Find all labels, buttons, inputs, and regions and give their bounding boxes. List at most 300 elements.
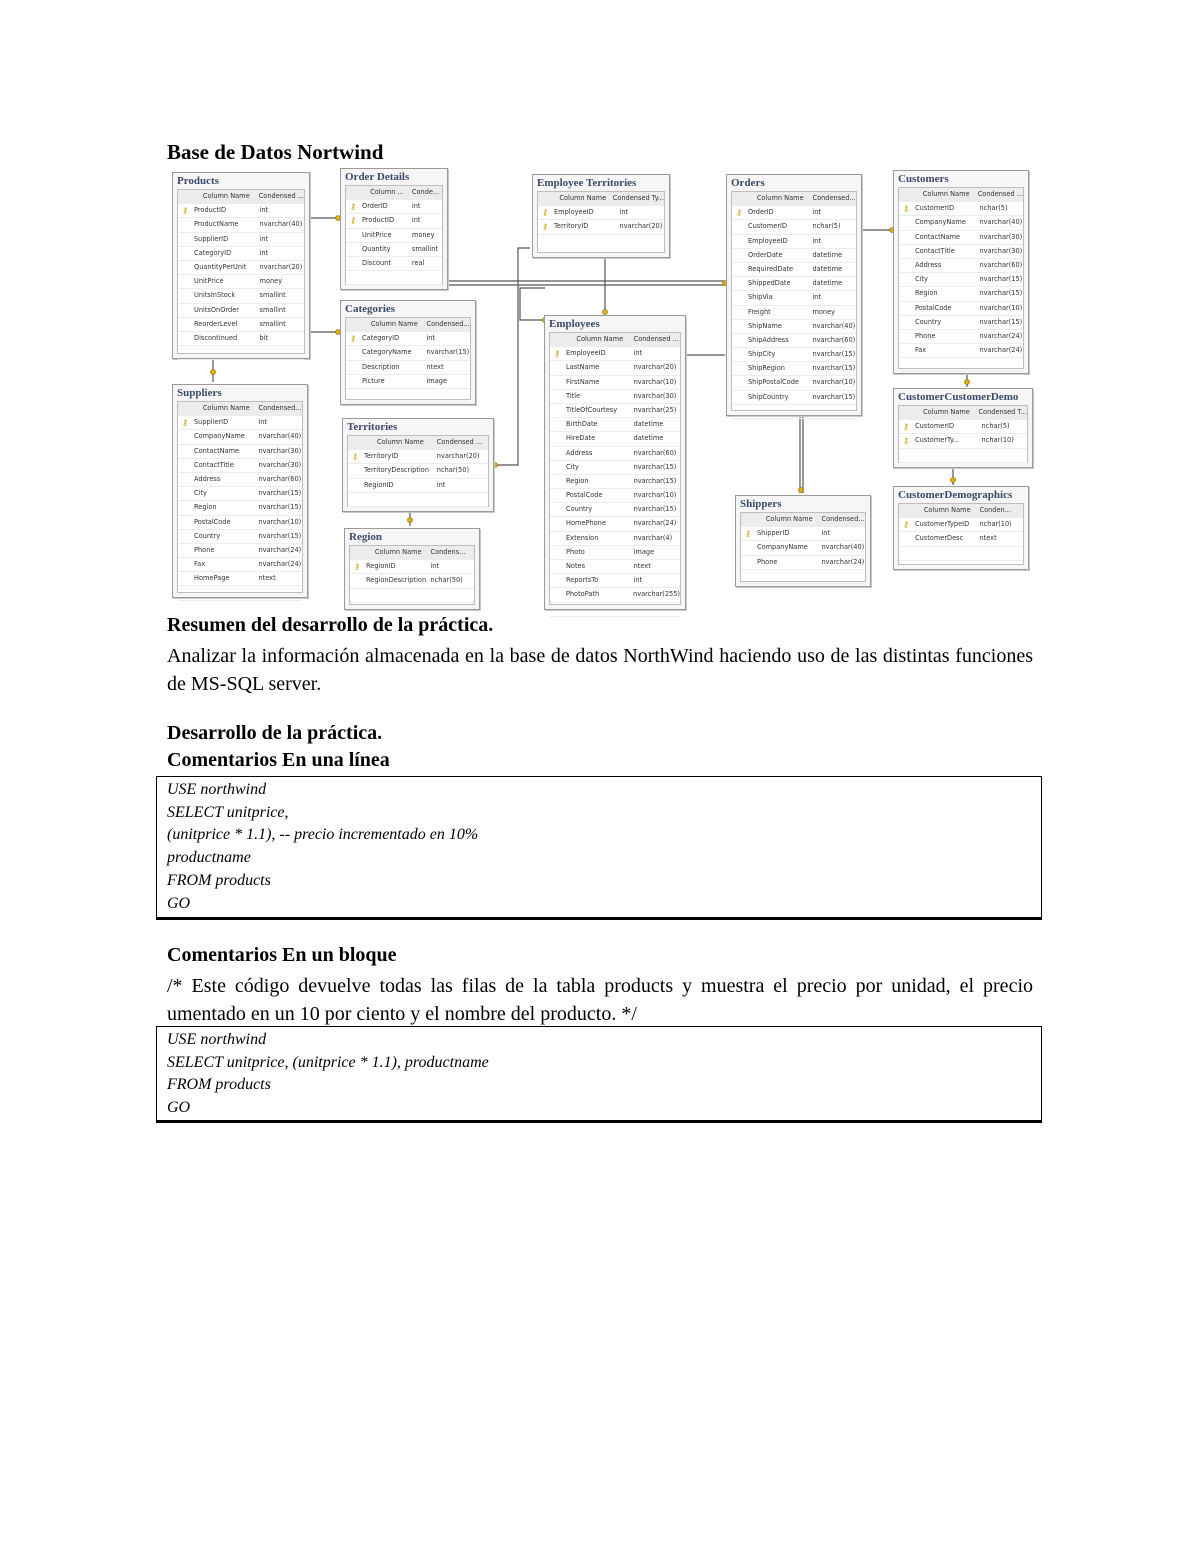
row-selector	[550, 475, 564, 488]
table-row[interactable]	[899, 547, 1023, 561]
table-row[interactable]	[550, 546, 680, 560]
column-grid	[177, 401, 303, 593]
table-row[interactable]	[550, 517, 680, 531]
table-row[interactable]	[346, 361, 470, 375]
table-row[interactable]	[346, 389, 470, 403]
row-selector	[899, 259, 913, 272]
row-selector	[732, 220, 746, 233]
column-type: int	[633, 349, 643, 358]
column-name: TitleOfCourtesy	[566, 405, 618, 414]
column-type-header: Condensed ...	[436, 438, 483, 446]
column-name	[913, 547, 979, 560]
column-name: SupplierID	[194, 234, 229, 243]
table-title: Categories	[345, 303, 396, 315]
table-row[interactable]	[899, 216, 1023, 230]
table-row[interactable]	[899, 532, 1023, 546]
column-name-header: Column Name	[923, 408, 970, 416]
table-row[interactable]	[346, 332, 470, 346]
column-name: ShipAddress	[748, 335, 789, 344]
table-row[interactable]	[550, 461, 680, 475]
row-selector	[899, 245, 913, 258]
table-title: Region	[349, 531, 382, 543]
table-row[interactable]	[550, 390, 680, 404]
column-grid	[898, 187, 1024, 369]
table-row[interactable]	[741, 570, 865, 584]
row-selector	[741, 541, 755, 554]
column-type: smallint	[259, 305, 286, 314]
column-name: ShipCountry	[748, 392, 789, 401]
column-name: Freight	[748, 307, 771, 316]
column-type	[260, 346, 304, 359]
table-row[interactable]	[348, 479, 488, 493]
column-type	[634, 603, 680, 616]
column-grid	[898, 405, 1028, 463]
primary-key-icon: ⚷	[542, 208, 548, 218]
row-selector	[741, 556, 755, 569]
row-selector	[178, 544, 192, 557]
table-row[interactable]	[899, 202, 1023, 216]
row-selector	[348, 479, 362, 492]
table-row[interactable]	[178, 304, 304, 318]
column-type: nvarchar(15)	[979, 289, 1023, 298]
table-row[interactable]	[348, 450, 488, 464]
database-diagram	[160, 160, 1040, 615]
table-row[interactable]	[178, 275, 304, 289]
column-type: int	[436, 480, 446, 489]
table-row[interactable]	[178, 473, 302, 487]
page-title: Base de Datos Nortwind	[167, 140, 384, 164]
column-name	[913, 358, 979, 371]
column-header-row	[348, 436, 488, 450]
column-type: datetime	[812, 264, 843, 273]
table-row[interactable]	[899, 344, 1023, 358]
column-name: LastName	[566, 363, 600, 372]
row-selector	[178, 304, 192, 317]
column-name: Extension	[566, 533, 599, 542]
column-name	[360, 389, 426, 402]
table-row[interactable]	[899, 420, 1027, 434]
column-name: CustomerTypeID	[915, 520, 970, 529]
row-selector	[899, 344, 913, 357]
column-name: City	[194, 489, 207, 498]
column-type	[426, 389, 470, 402]
table-row[interactable]	[178, 544, 302, 558]
column-type: datetime	[812, 250, 843, 259]
column-type: int	[633, 576, 643, 585]
column-type: nvarchar(20)	[259, 262, 303, 271]
table-row[interactable]	[732, 220, 856, 234]
column-type: nvarchar(10)	[633, 491, 677, 500]
table-row[interactable]	[550, 489, 680, 503]
table-employee-territories[interactable]	[532, 174, 670, 258]
row-selector	[899, 216, 913, 229]
table-row[interactable]	[899, 358, 1023, 372]
row-selector	[732, 348, 746, 361]
table-title: Order Details	[345, 171, 410, 183]
table-row[interactable]	[732, 405, 856, 419]
table-row[interactable]	[178, 218, 304, 232]
column-type: int	[821, 529, 831, 538]
key-column-header	[741, 513, 755, 526]
column-name	[913, 449, 982, 462]
column-name	[192, 346, 260, 359]
column-name-header: Column ...	[370, 188, 404, 196]
column-name: ShipVia	[748, 293, 773, 302]
column-type: nvarchar(40)	[821, 543, 865, 552]
column-type-header: Condensed ...	[633, 335, 679, 343]
column-type-header: Condensed...	[812, 194, 856, 202]
table-row[interactable]	[346, 271, 442, 285]
column-name: Title	[566, 391, 581, 400]
table-row[interactable]	[732, 334, 856, 348]
column-grid	[537, 191, 665, 253]
column-type: nvarchar(15)	[633, 462, 677, 471]
table-row[interactable]	[550, 574, 680, 588]
column-name: ShipRegion	[748, 364, 785, 373]
table-row[interactable]	[178, 233, 304, 247]
table-row[interactable]	[732, 291, 856, 305]
column-name: EmployeeID	[566, 349, 606, 358]
column-type: int	[426, 334, 436, 343]
table-row[interactable]	[178, 416, 302, 430]
table-row[interactable]	[899, 287, 1023, 301]
row-selector	[178, 261, 192, 274]
column-type: nvarchar(15)	[258, 531, 302, 540]
column-type: nvarchar(24)	[979, 346, 1023, 355]
column-type: nchar(5)	[981, 422, 1010, 431]
column-name: ProductID	[194, 206, 227, 215]
column-name: FirstName	[566, 377, 600, 386]
column-type	[412, 271, 442, 284]
row-selector	[550, 489, 564, 502]
table-row[interactable]	[741, 541, 865, 555]
table-row[interactable]	[550, 432, 680, 446]
row-selector	[732, 291, 746, 304]
column-type: nvarchar(60)	[979, 260, 1023, 269]
table-row[interactable]	[732, 391, 856, 405]
column-type: int	[812, 208, 822, 217]
column-name: CustomerTy...	[915, 436, 960, 445]
table-row[interactable]	[178, 346, 304, 360]
column-grid	[345, 317, 471, 400]
table-row[interactable]	[899, 518, 1023, 532]
column-type: nvarchar(15)	[812, 364, 856, 373]
table-row[interactable]	[178, 586, 302, 600]
table-row[interactable]	[178, 516, 302, 530]
column-header-row	[732, 192, 856, 206]
table-row[interactable]	[178, 332, 304, 346]
table-row[interactable]	[550, 503, 680, 517]
column-name: ContactTitle	[915, 246, 955, 255]
column-name: ContactName	[194, 446, 240, 455]
row-selector	[178, 430, 192, 443]
column-type: nvarchar(15)	[633, 505, 677, 514]
row-selector	[550, 546, 564, 559]
row-selector	[346, 257, 360, 270]
row-selector	[732, 306, 746, 319]
table-row[interactable]	[550, 404, 680, 418]
table-row[interactable]	[732, 376, 856, 390]
column-type: nvarchar(40)	[812, 321, 856, 330]
row-selector	[550, 560, 564, 573]
primary-key-icon: ⚷	[736, 208, 742, 218]
row-selector	[550, 390, 564, 403]
column-name: QuantityPerUnit	[194, 262, 247, 271]
key-column-header	[899, 188, 913, 201]
column-grid	[345, 185, 443, 285]
table-customercustomerdemo[interactable]	[893, 388, 1033, 468]
column-name: CompanyName	[757, 543, 808, 552]
table-row[interactable]	[346, 214, 442, 228]
table-row[interactable]	[899, 302, 1023, 316]
table-row[interactable]	[732, 348, 856, 362]
key-column-header	[732, 192, 746, 205]
column-grid	[740, 512, 866, 582]
table-row[interactable]	[732, 362, 856, 376]
table-orders[interactable]	[726, 174, 862, 416]
primary-key-icon: ⚷	[350, 202, 356, 212]
table-row[interactable]	[346, 229, 442, 243]
column-name: Fax	[915, 346, 927, 355]
column-name: CustomerID	[915, 204, 955, 213]
row-selector	[550, 376, 564, 389]
table-employees[interactable]	[544, 315, 686, 610]
row-selector	[178, 218, 192, 231]
table-title: Orders	[731, 177, 765, 189]
table-row[interactable]	[899, 231, 1023, 245]
table-row[interactable]	[550, 475, 680, 489]
table-row[interactable]	[178, 530, 302, 544]
column-name: UnitsOnOrder	[194, 305, 239, 314]
table-row[interactable]	[899, 316, 1023, 330]
table-row[interactable]	[178, 501, 302, 515]
table-title: CustomerDemographics	[898, 489, 1013, 501]
column-name: ReportsTo	[566, 576, 599, 585]
table-row[interactable]	[346, 375, 470, 389]
table-row[interactable]	[899, 449, 1027, 463]
column-name: ShipCity	[748, 350, 776, 359]
column-type: ntext	[426, 362, 444, 371]
table-territories[interactable]	[342, 418, 494, 512]
column-type: int	[258, 418, 268, 427]
table-row[interactable]	[732, 320, 856, 334]
column-type-header: Condensed...	[426, 320, 470, 328]
row-selector	[346, 361, 360, 374]
column-name	[360, 271, 412, 284]
table-row[interactable]	[741, 556, 865, 570]
table-row[interactable]	[178, 459, 302, 473]
table-row[interactable]	[550, 347, 680, 361]
table-row[interactable]	[350, 589, 474, 603]
column-type-header: Condensed Ty...	[612, 194, 664, 202]
table-row[interactable]	[178, 247, 304, 261]
table-products[interactable]	[172, 172, 310, 359]
table-row[interactable]	[550, 588, 680, 602]
column-name: Country	[566, 505, 593, 514]
table-customerdemographics[interactable]	[893, 486, 1029, 570]
column-type: datetime	[812, 279, 843, 288]
column-type	[979, 358, 1023, 371]
table-categories[interactable]	[340, 300, 476, 405]
table-row[interactable]	[732, 249, 856, 263]
column-type: nvarchar(10)	[633, 377, 677, 386]
column-name: CategoryName	[362, 348, 412, 357]
column-type: smallint	[411, 244, 439, 253]
column-header-row	[346, 318, 470, 332]
table-row[interactable]	[350, 574, 474, 588]
table-customers[interactable]	[893, 170, 1029, 374]
column-type: int	[812, 293, 822, 302]
column-type	[430, 589, 474, 602]
primary-key-icon: ⚷	[903, 204, 909, 214]
table-row[interactable]	[550, 361, 680, 375]
table-row[interactable]	[732, 306, 856, 320]
table-row[interactable]	[178, 318, 304, 332]
column-type: nvarchar(15)	[812, 392, 856, 401]
row-selector	[550, 503, 564, 516]
table-row[interactable]	[346, 346, 470, 360]
table-order-details[interactable]	[340, 168, 448, 290]
column-grid	[349, 545, 475, 605]
column-type: nvarchar(40)	[979, 218, 1023, 227]
column-name: ProductID	[362, 216, 395, 225]
column-type-header: Condensed T...	[978, 408, 1027, 416]
table-row[interactable]	[550, 560, 680, 574]
code-block-line-comments	[156, 776, 1042, 918]
table-row[interactable]	[348, 464, 488, 478]
column-name	[364, 589, 430, 602]
column-name: CategoryID	[194, 248, 232, 257]
table-title: Territories	[347, 421, 398, 433]
column-name: CustomerDesc	[915, 534, 964, 543]
column-type: ntext	[633, 562, 651, 570]
table-row[interactable]	[350, 560, 474, 574]
row-selector	[346, 375, 360, 388]
column-type: nvarchar(24)	[258, 545, 302, 554]
column-name: RegionID	[364, 480, 394, 489]
table-row[interactable]	[741, 527, 865, 541]
table-row[interactable]	[550, 418, 680, 432]
column-name	[362, 493, 437, 506]
block-comment-text: /* Este código devuelve todas las filas de la tabla products y muestra el precio por unidad, el precio umentado en un 10 por ciento y el nombre del producto. */	[167, 975, 1033, 1025]
column-type: int	[259, 206, 269, 215]
table-row[interactable]	[346, 200, 442, 214]
table-shippers[interactable]	[735, 495, 871, 587]
column-name: Phone	[757, 557, 778, 566]
row-selector	[550, 517, 564, 530]
table-row[interactable]	[732, 235, 856, 249]
table-row[interactable]	[899, 259, 1023, 273]
column-name: HireDate	[566, 434, 596, 443]
table-row[interactable]	[550, 447, 680, 461]
primary-key-icon: ⚷	[745, 529, 751, 539]
table-row[interactable]	[178, 289, 304, 303]
table-row[interactable]	[178, 572, 302, 586]
table-row[interactable]	[899, 434, 1027, 448]
table-row[interactable]	[899, 273, 1023, 287]
column-name: ShipName	[748, 321, 782, 330]
column-type: bit	[259, 333, 269, 342]
code-line: USE northwind	[167, 781, 267, 798]
row-selector	[550, 418, 564, 431]
code-line: GO	[167, 1099, 191, 1117]
column-type: nvarchar(25)	[633, 405, 677, 414]
row-selector	[550, 361, 564, 374]
column-type: smallint	[259, 319, 286, 328]
table-row[interactable]	[346, 257, 442, 271]
primary-key-icon: ⚷	[354, 562, 360, 572]
table-row[interactable]	[732, 206, 856, 220]
column-name: CustomerID	[748, 222, 788, 231]
row-selector	[732, 405, 746, 418]
table-row[interactable]	[178, 204, 304, 218]
table-row[interactable]	[178, 430, 302, 444]
column-type: nvarchar(30)	[979, 246, 1023, 255]
row-selector	[899, 287, 913, 300]
table-title: Customers	[898, 173, 949, 185]
table-row[interactable]	[178, 261, 304, 275]
table-row[interactable]	[550, 532, 680, 546]
row-selector	[550, 447, 564, 460]
column-type-header: Condensed...	[821, 515, 865, 523]
column-name: OrderID	[748, 208, 774, 217]
table-row[interactable]	[732, 277, 856, 291]
table-row[interactable]	[550, 376, 680, 390]
column-name: ShipperID	[757, 529, 790, 538]
column-name: EmployeeID	[748, 236, 788, 245]
row-selector	[550, 603, 564, 616]
code-line: FROM products	[167, 871, 271, 889]
column-type: nvarchar(24)	[821, 557, 865, 566]
column-name: City	[566, 462, 579, 471]
column-name: CategoryID	[362, 334, 400, 343]
table-row[interactable]	[732, 263, 856, 277]
column-type: datetime	[633, 434, 664, 443]
table-row[interactable]	[178, 487, 302, 501]
table-row[interactable]	[550, 603, 680, 617]
row-selector	[178, 289, 192, 302]
column-type: nvarchar(60)	[258, 474, 302, 483]
column-type: real	[411, 258, 425, 267]
table-title: Products	[177, 175, 219, 187]
table-row[interactable]	[178, 558, 302, 572]
column-header-row	[350, 546, 474, 560]
table-suppliers[interactable]	[172, 384, 308, 598]
key-column-header	[550, 333, 564, 346]
column-name-header: Column Name	[376, 438, 424, 446]
column-type: nvarchar(30)	[258, 446, 302, 455]
table-row[interactable]	[538, 220, 664, 234]
table-row[interactable]	[538, 206, 664, 220]
table-row[interactable]	[899, 330, 1023, 344]
row-selector	[348, 464, 362, 477]
column-name	[192, 586, 258, 599]
column-grid	[347, 435, 489, 507]
table-row[interactable]	[346, 243, 442, 257]
table-region[interactable]	[344, 528, 480, 610]
row-selector	[550, 404, 564, 417]
table-row[interactable]	[348, 493, 488, 507]
row-selector	[178, 318, 192, 331]
table-title: Employees	[549, 318, 600, 330]
row-selector	[550, 432, 564, 445]
table-row[interactable]	[178, 445, 302, 459]
column-name: Address	[915, 260, 942, 269]
row-selector	[899, 358, 913, 371]
key-column-header	[346, 186, 360, 199]
table-row[interactable]	[899, 245, 1023, 259]
column-type: int	[619, 208, 629, 217]
